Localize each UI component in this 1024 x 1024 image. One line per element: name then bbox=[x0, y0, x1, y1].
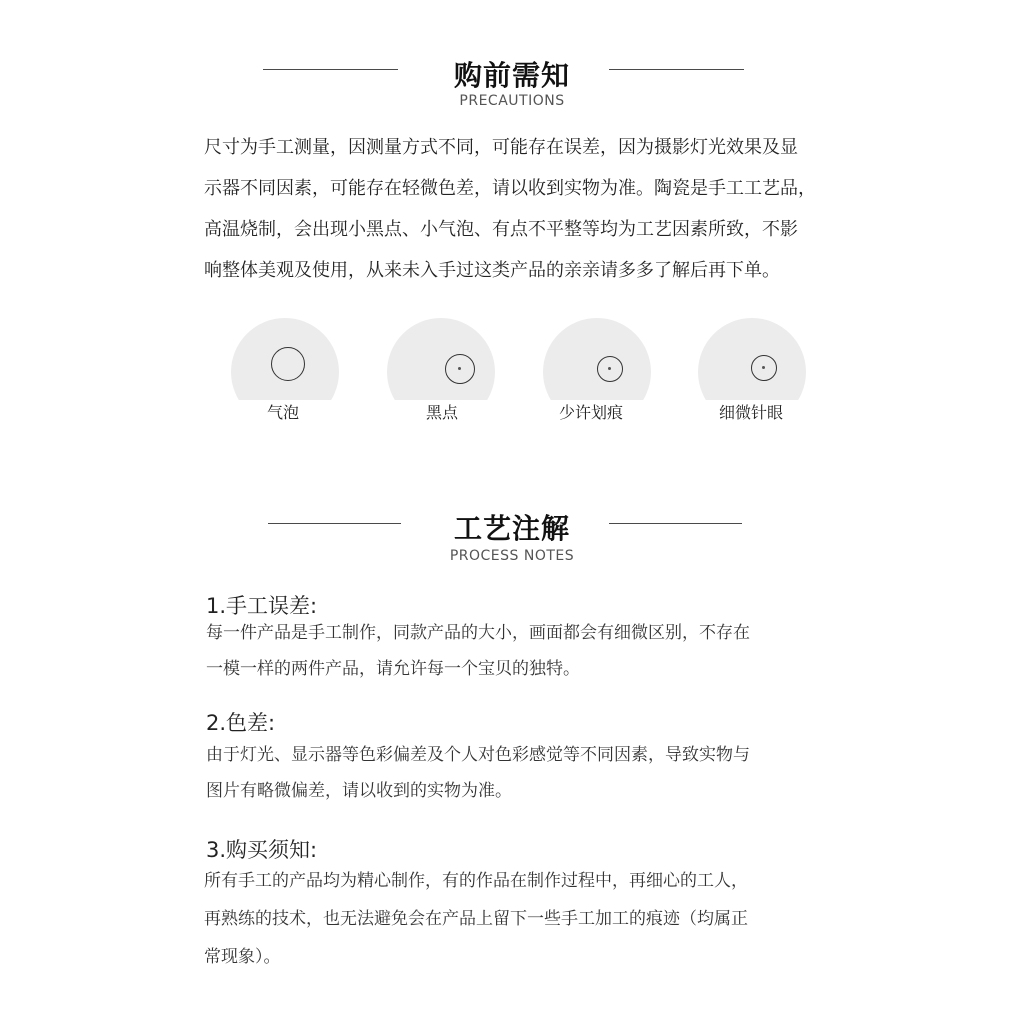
item-line: 常现象）。 bbox=[204, 947, 281, 967]
defect-pinhole-image bbox=[698, 318, 808, 400]
defect-label-black-spot: 黑点 bbox=[425, 403, 458, 422]
item-line: 图片有略微偏差，请以收到的实物为准。 bbox=[206, 781, 512, 801]
item-body-color-difference bbox=[206, 737, 750, 809]
scratch-ring-icon bbox=[597, 356, 623, 382]
item-body-purchase-notice bbox=[204, 862, 748, 976]
paragraph-line: 示器不同因素，可能存在轻微色差，请以收到实物为准。陶瓷是手工工艺品， bbox=[204, 178, 816, 199]
item-line: 再熟练的技术，也无法避免会在产品上留下一些手工加工的痕迹（均属正 bbox=[204, 909, 748, 929]
item-line: 一模一样的两件产品，请允许每一个宝贝的独特。 bbox=[206, 659, 580, 679]
bubble-ring-icon bbox=[271, 347, 305, 381]
pinhole-ring-icon bbox=[751, 355, 777, 381]
black-spot-ring-icon bbox=[445, 354, 475, 384]
item-heading-handmade-error: 1.手工误差: bbox=[206, 594, 318, 618]
ceramic-disc bbox=[543, 318, 651, 400]
process-notes-subtitle: PROCESS NOTES bbox=[449, 548, 575, 564]
item-body-handmade-error bbox=[206, 615, 750, 687]
item-heading-purchase-notice: 3.购买须知: bbox=[206, 838, 318, 862]
defect-label-bubble: 气泡 bbox=[266, 403, 299, 422]
precautions-paragraph bbox=[204, 132, 816, 296]
paragraph-line: 尺寸为手工测量，因测量方式不同，可能存在误差，因为摄影灯光效果及显 bbox=[204, 137, 798, 158]
ceramic-disc bbox=[698, 318, 806, 400]
defect-black-spot-image bbox=[387, 318, 497, 400]
black-spot-dot bbox=[458, 367, 461, 370]
defect-label-scratch: 少许划痕 bbox=[558, 403, 623, 422]
process-notes-title: 工艺注解 bbox=[453, 512, 570, 545]
defect-scratch-image bbox=[543, 318, 653, 400]
defect-bubble-image bbox=[231, 318, 341, 400]
item-line: 所有手工的产品均为精心制作，有的作品在制作过程中，再细心的工人， bbox=[204, 871, 748, 891]
ceramic-disc bbox=[387, 318, 495, 400]
paragraph-line: 高温烧制，会出现小黑点、小气泡、有点不平整等均为工艺因素所致，不影 bbox=[204, 219, 798, 240]
pinhole-dot bbox=[762, 366, 765, 369]
paragraph-line: 响整体美观及使用，从来未入手过这类产品的亲亲请多多了解后再下单。 bbox=[204, 260, 780, 281]
precautions-title: 购前需知 bbox=[453, 59, 570, 92]
precautions-subtitle: PRECAUTIONS bbox=[459, 93, 565, 109]
scratch-dot bbox=[608, 367, 611, 370]
item-heading-color-difference: 2.色差: bbox=[206, 711, 276, 735]
item-line: 每一件产品是手工制作，同款产品的大小，画面都会有细微区别，不存在 bbox=[206, 623, 750, 643]
defect-label-pinhole: 细微针眼 bbox=[718, 403, 783, 422]
item-line: 由于灯光、显示器等色彩偏差及个人对色彩感觉等不同因素，导致实物与 bbox=[206, 745, 750, 765]
